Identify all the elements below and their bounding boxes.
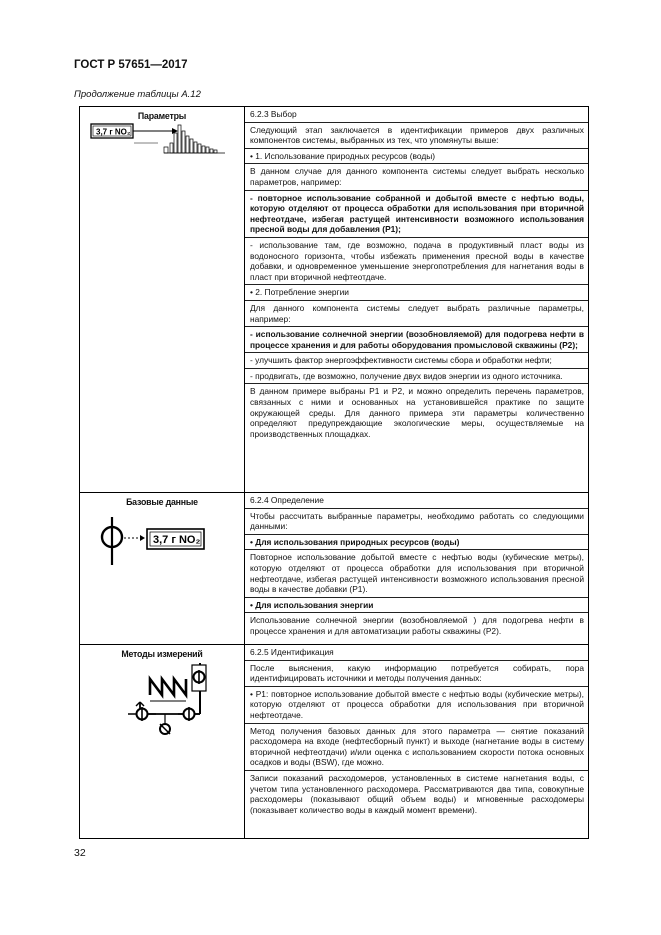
paragraph: В данном примере выбраны P1 и P2, и можно определить перечень параметров, связанных с ними и основанных на установившейся практике по защите окружающей среды. Для данного примера эти параметры количественно определяют предупреждающие экологические меры, осуществляемые на производственных площадках. xyxy=(249,386,584,439)
bullet-item: • Для использования энергии xyxy=(245,598,588,614)
bullet-item: • P1: повторное использование добытой вместе с нефтью воды (кубические метры), которую отделяют от процесса обработки для использования при вторичной нефтеотдаче. xyxy=(245,687,588,724)
paragraph: - продвигать, где возможно, получение двух видов энергии из одного источника. xyxy=(245,369,588,385)
paragraph: После выяснения, какую информацию потребуется собирать, пора идентифицировать источники и методы получения данных: xyxy=(245,661,588,687)
image-title: Параметры xyxy=(137,111,187,121)
table-a12 xyxy=(79,106,589,839)
paragraph: Следующий этап заключается в идентификации примеров двух различных компонентов системы, выбранных из тех, что упомянуты выше: xyxy=(245,123,588,149)
text-cell xyxy=(244,107,588,493)
section-heading: 6.2.4 Определение xyxy=(245,493,588,509)
parameter-label: 3,7 г NO₂ xyxy=(96,127,131,137)
bullet-item: • Для использования природных ресурсов (воды) xyxy=(245,535,588,551)
paragraph: Чтобы рассчитать выбранные параметры, необходимо работать со следующими данными: xyxy=(245,509,588,535)
bold-paragraph: - использование солнечной энергии (возобновляемой) для подогрева нефти в процессе хранения и для работы оборудования промысловой скважины (P2); xyxy=(245,327,588,353)
bullet-item: • 2. Потребление энергии xyxy=(245,285,588,301)
paragraph: В данном случае для данного компонента системы следует выбрать несколько параметров, например: xyxy=(245,164,588,190)
bold-paragraph: - повторное использование собранной и добытой вместе с нефтью воды, которую отделяют от процесса обработки для использования при вторичной нефтеотдаче, избегая растущей интенсивности возможного использования пресной воды для добавления (P1); xyxy=(245,191,588,238)
table-row xyxy=(80,107,589,493)
table-row xyxy=(80,493,589,645)
image-cell xyxy=(80,645,245,839)
paragraph: - использование там, где возможно, подача в продуктивный пласт воды из водоносного горизонта, чтобы избежать применения пресной воды в качестве добавки, и одновременное уменьшение энергопотребления для нагнетания воды в пласт при вторичной нефтеотдаче. xyxy=(245,238,588,285)
image-title: Базовые данные xyxy=(126,497,198,507)
parameters-illustration xyxy=(80,121,242,161)
table-row xyxy=(80,645,589,839)
measurement-methods-illustration xyxy=(80,659,242,739)
baseline-data-illustration xyxy=(80,507,242,567)
image-cell xyxy=(80,107,245,493)
paragraph: - улучшить фактор энергоэффективности системы сбора и обработки нефти; xyxy=(245,353,588,369)
paragraph: Использование солнечной энергии (возобновляемой ) для подогрева нефти в процессе хранения и для автоматизации работы скважины (P2). xyxy=(249,615,584,636)
bullet-item: • 1. Использование природных ресурсов (воды) xyxy=(245,149,588,165)
paragraph: Записи показаний расходомеров, установленных в системе нагнетания воды, с учетом типа установленного расходомера. Рассматриваются два типа, совокупные расходомеры (показывают общий объем воды) и мгновенные расходомеры (показывает количество воды в каждый момент времени). xyxy=(249,772,584,815)
paragraph: Повторное использование добытой вместе с нефтью воды (кубические метры), которую отделяют от процесса обработки для использования при вторичной нефтеотдаче, избегая растущей интенсивности возможного использования пресной воды в качестве добавки (P1). xyxy=(245,550,588,597)
paragraph: Метод получения базовых данных для этого параметра — снятие показаний расходомера на входе (нефтесборный пункт) и выходе (нагнетание воды в систему вторичной нефтеотдачи) и/или оценка с использованием скорости потока основных осадков и воды (BSW), где можно. xyxy=(245,724,588,771)
section-heading: 6.2.5 Идентификация xyxy=(245,645,588,661)
image-title: Методы измерений xyxy=(121,649,203,659)
paragraph: Для данного компонента системы следует выбрать различные параметры, например: xyxy=(245,301,588,327)
image-cell xyxy=(80,493,245,645)
section-heading: 6.2.3 Выбор xyxy=(245,107,588,123)
text-cell xyxy=(244,493,588,645)
document-header: ГОСТ Р 57651—2017 xyxy=(74,59,188,71)
text-cell xyxy=(244,645,588,839)
page-number: 32 xyxy=(74,847,86,859)
baseline-value-label: 3,7 г NO₂ xyxy=(153,534,201,546)
table-caption: Продолжение таблицы А.12 xyxy=(74,89,201,100)
